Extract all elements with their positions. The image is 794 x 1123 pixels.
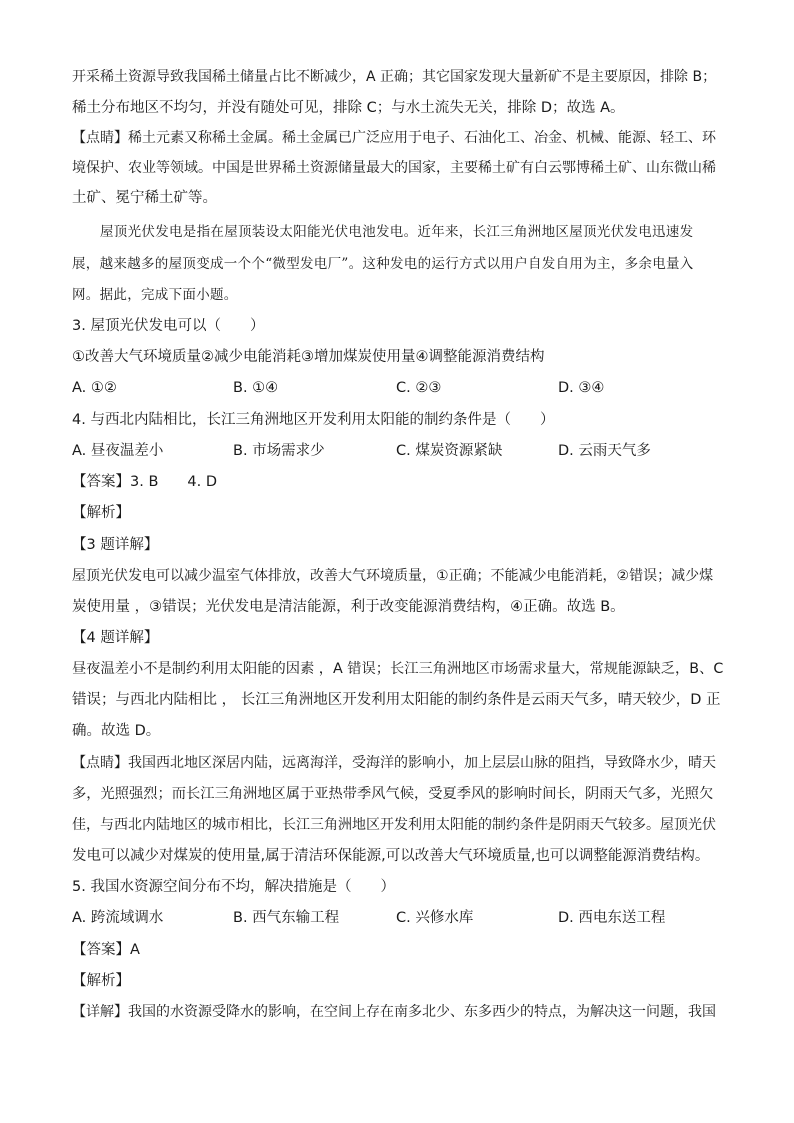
text-line: 屋顶光伏发电可以减少温室气体排放，改善大气环境质量，①正确；不能减少电能消耗，②错误；减少煤 — [72, 568, 714, 584]
passage-line: 展，越来越多的屋顶变成一个个“微型发电厂”。这种发电的运行方式以用户自发自用为主，多余电量入 — [72, 256, 694, 272]
comment-line: 【点睛】我国西北地区深居内陆，远离海洋，受海洋的影响小，加上层层山脉的阻挡，导致降水少，晴天 — [72, 755, 716, 771]
answer-line: 【答案】A — [72, 942, 140, 958]
text-line: 境保护、农业等领域。中国是世界稀土资源储量最大的国家，主要稀土矿有白云鄂博稀土矿、山东微山稀 — [72, 160, 716, 176]
question-3-statements: ①改善大气环境质量②减少电能消耗③增加煤炭使用量④调整能源消费结构 — [72, 349, 545, 365]
passage-line: 网。据此，完成下面小题。 — [72, 287, 238, 303]
option-b: B. 西气东输工程 — [233, 910, 340, 926]
text-line: 确。故选 D。 — [72, 723, 161, 739]
option-c: C. ②③ — [396, 380, 442, 396]
option-a: A. 跨流域调水 — [72, 910, 164, 926]
option-d: D. 西电东送工程 — [558, 910, 666, 926]
analysis-heading: 【解析】 — [72, 973, 130, 989]
text-line: 土矿、冕宁稀土矿等。 — [72, 190, 217, 206]
question-5: 5. 我国水资源空间分布不均，解决措施是（ ） — [72, 879, 395, 895]
text-line: 炭使用量 ，③错误；光伏发电是清洁能源，利于改变能源消费结构，④正确。故选 B。 — [72, 599, 625, 615]
option-a: A. 昼夜温差小 — [72, 443, 164, 459]
option-b: B. 市场需求少 — [233, 443, 325, 459]
option-b: B. ①④ — [233, 380, 279, 396]
option-c: C. 煤炭资源紧缺 — [396, 443, 503, 459]
text-line: 昼夜温差小不是制约利用太阳能的因素 ，A 错误；长江三角洲地区市场需求量大，常规能源缺乏，B、C — [72, 661, 724, 677]
text-line: 开采稀土资源导致我国稀土储量占比不断减少，A 正确；其它国家发现大量新矿不是主要原因，排除 B； — [72, 69, 717, 85]
comment-line: 【点睛】稀土元素又称稀土金属。稀土金属已广泛应用于电子、石油化工、冶金、机械、能源、轻工、环 — [72, 130, 716, 146]
answer-line: 【答案】3. B 4. D — [72, 474, 217, 490]
option-a: A. ①② — [72, 380, 117, 396]
text-line: 发电可以减少对煤炭的使用量,属于清洁环保能源,可以改善大气环境质量,也可以调整能源消费结构。 — [72, 848, 710, 864]
text-line: 稀土分布地区不均匀，并没有随处可见，排除 C；与水土流失无关，排除 D；故选 A。 — [72, 100, 625, 116]
text-line: 【详解】我国的水资源受降水的影响，在空间上存在南多北少、东多西少的特点，为解决这一问题，我国 — [72, 1004, 716, 1020]
detail-heading-4: 【4 题详解】 — [72, 630, 159, 646]
question-4: 4. 与西北内陆相比，长江三角洲地区开发利用太阳能的制约条件是（ ） — [72, 412, 555, 428]
text-line: 多，光照强烈；而长江三角洲地区属于亚热带季风气候，受夏季风的影响时间长，阴雨天气多，光照欠 — [72, 786, 714, 802]
analysis-heading: 【解析】 — [72, 505, 130, 521]
detail-heading-3: 【3 题详解】 — [72, 537, 159, 553]
question-3: 3. 屋顶光伏发电可以（ ） — [72, 318, 265, 334]
option-d: D. 云雨天气多 — [558, 443, 651, 459]
text-line: 佳，与西北内陆地区的城市相比，长江三角洲地区开发利用太阳能的制约条件是阴雨天气较多。屋顶光伏 — [72, 817, 716, 833]
option-d: D. ③④ — [558, 380, 605, 396]
text-line: 错误；与西北内陆相比 ， 长江三角洲地区开发利用太阳能的制约条件是云雨天气多，晴天较少，D 正 — [72, 692, 721, 708]
option-c: C. 兴修水库 — [396, 910, 474, 926]
passage-line: 屋顶光伏发电是指在屋顶装设太阳能光伏电池发电。近年来，长江三角洲地区屋顶光伏发电迅速发 — [100, 224, 694, 240]
